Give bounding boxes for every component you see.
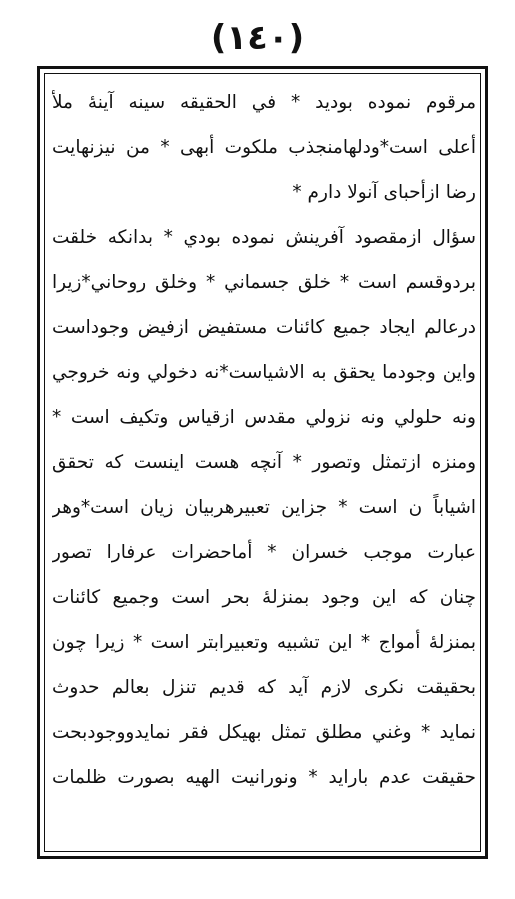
text-line: أعلى است*ودلهامنجذب ملكوت أبهى * من نيزنهايت <box>52 137 476 158</box>
text-line: رضا ازأحباى آنولا دارم * <box>292 182 476 203</box>
page-number: (١٤٠) <box>210 18 305 58</box>
text-line: عبارت موجب خسران * أماحضرات عرفارا تصور <box>52 542 476 563</box>
text-line: نمايد * وغني مطلق تمثل بهيكل فقر نمايدووجودبحت <box>52 722 476 743</box>
text-line: حقيقت عدم بارايد * ونورانيت الهيه بصورت ظلمات <box>52 767 476 788</box>
text-line: واين وجودما يحقق به الاشياست*نه دخولي ونه خروجي <box>52 362 476 383</box>
text-line: سؤال ازمقصود آفرينش نموده بودي * بدانكه خلقت <box>52 227 476 248</box>
text-line: چنان كه اين وجود بمنزلهٔ بحر است وجميع كائنات <box>52 587 476 608</box>
text-line: ونه حلولي ونه نزولي مقدس ازقياس وتكيف است * <box>52 407 476 428</box>
text-line: ومنزه ازتمثل وتصور * آنچه هست اينست كه تحقق <box>52 452 476 473</box>
text-line: اشياباً ن است * جزاين تعبيرهربيان زيان است*وهر <box>52 497 476 518</box>
text-line: درعالم ايجاد جميع كائنات مستفيض ازفيض وجوداست <box>52 317 476 338</box>
text-line: بمنزلهٔ أمواج * اين تشبيه وتعبيرابتر است * زيرا چون <box>52 632 476 653</box>
text-body <box>52 80 476 845</box>
text-line: بحقيقت نكرى لازم آيد كه قديم تنزل بعالم حدوث <box>52 677 476 698</box>
text-line: مرقوم نموده بوديد * في الحقيقه سينه آينهٔ ملأ <box>52 92 476 113</box>
text-line: بردوقسم است * خلق جسماني * وخلق روحاني*زيرا <box>52 272 476 293</box>
